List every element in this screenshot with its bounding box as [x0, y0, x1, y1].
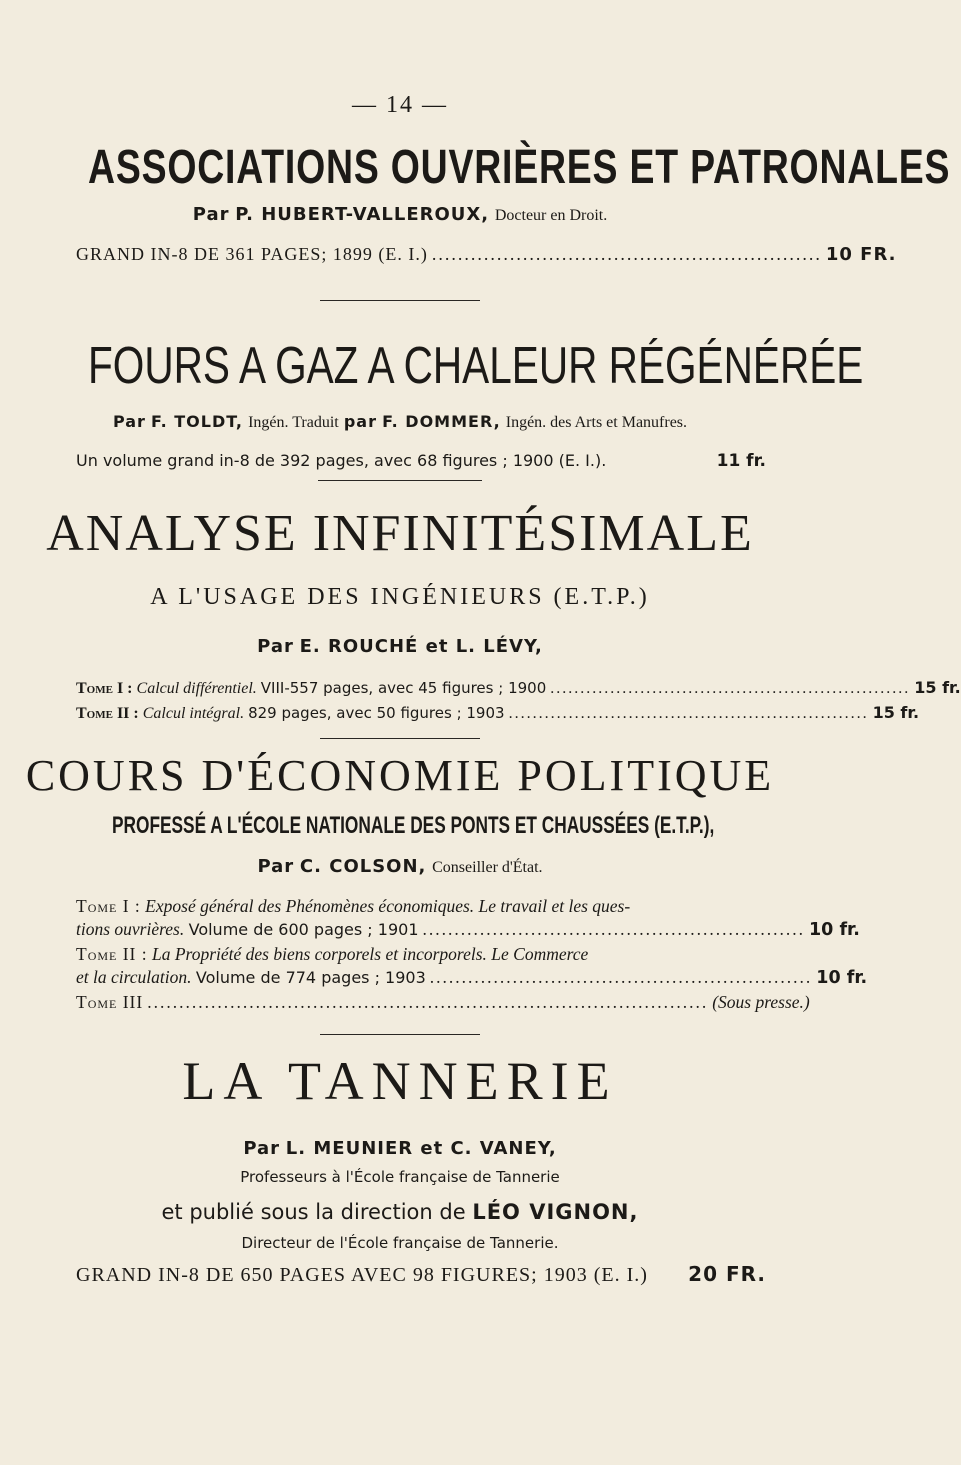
byline-prefix-2: par	[343, 412, 377, 431]
tome-line	[76, 944, 766, 965]
tome-details: Volume de 774 pages ; 1903	[195, 968, 426, 987]
tome-price: 10 fr.	[809, 920, 860, 940]
tome-row	[76, 678, 961, 698]
tome-price: 15 fr.	[914, 678, 961, 697]
section-title: COURS D'ÉCONOMIE POLITIQUE	[25, 751, 775, 800]
published-text: et publié sous la direction de	[161, 1200, 466, 1224]
tome-title-line2: tions ouvrières.	[76, 919, 185, 939]
entry-price: 10 FR.	[825, 244, 897, 265]
byline	[0, 636, 800, 657]
byline-prefix: Par	[243, 1138, 281, 1159]
entry-row	[76, 244, 897, 265]
byline-prefix: Par	[257, 856, 295, 877]
section-title: FOURS A GAZ A CHALEUR RÉGÉNÉRÉE	[88, 337, 864, 395]
published-line	[0, 1200, 800, 1224]
dot-leader: ........................................................................................	[147, 992, 709, 1012]
tome-row	[76, 703, 920, 723]
byline-prefix: Par	[112, 412, 146, 431]
entry-text: Un volume grand in-8 de 392 pages, avec 68 figures ; 1900 (E. I.).	[76, 451, 607, 470]
byline-author: P. HUBERT-VALLEROUX,	[235, 204, 490, 225]
byline	[0, 1138, 800, 1159]
tome-title: Calcul intégral.	[142, 705, 245, 722]
tome-row	[76, 967, 868, 988]
byline-role: Ingén. Traduit	[248, 414, 339, 431]
tome-row	[76, 992, 810, 1013]
dot-leader: ............................................................	[429, 967, 813, 987]
entry-text: GRAND IN-8 DE 361 PAGES; 1899 (E. I.)	[76, 244, 428, 264]
byline-role: Conseiller d'État.	[432, 859, 543, 876]
divider	[320, 738, 480, 739]
tome-label: Tome I :	[76, 896, 141, 916]
page-number: — 14 —	[352, 92, 448, 118]
section-subtitle: A L'USAGE DES INGÉNIEURS (E.T.P.)	[150, 584, 650, 610]
published-role: Directeur de l'École française de Tannerie.	[241, 1234, 559, 1252]
entry-row	[76, 451, 766, 471]
divider	[320, 1034, 480, 1035]
section-title: ANALYSE INFINITÉSIMALE	[46, 505, 754, 562]
byline-prefix: Par	[257, 636, 294, 657]
byline-author: F. TOLDT,	[151, 412, 243, 431]
tome-title-line2: et la circulation.	[76, 967, 192, 987]
entry-row	[76, 1262, 766, 1287]
byline-role: Docteur en Droit.	[494, 207, 608, 224]
tome-line	[76, 896, 766, 917]
byline-role-2: Ingén. des Arts et Manufres.	[505, 414, 688, 431]
dot-leader: ............................................................	[431, 244, 822, 264]
section-subtitle: PROFESSÉ A L'ÉCOLE NATIONALE DES PONTS ET CHAUSSÉES (E.T.P.),	[112, 812, 715, 839]
published-name: LÉO VIGNON,	[472, 1200, 639, 1224]
tome-details: VIII-557 pages, avec 45 figures ; 1900	[260, 679, 547, 697]
tome-row	[76, 919, 860, 940]
tome-title-line1: Exposé général des Phénomènes économiques. Le travail et les ques-	[145, 896, 631, 916]
tome-price: 10 fr.	[816, 968, 868, 988]
tome-title-line1: La Propriété des biens corporels et incorporels. Le Commerce	[152, 944, 589, 964]
byline-prefix: Par	[192, 204, 230, 225]
tome-price: 15 fr.	[872, 703, 920, 722]
byline	[0, 412, 800, 432]
tome-details: 829 pages, avec 50 figures ; 1903	[248, 704, 505, 722]
section-title: ASSOCIATIONS OUVRIÈRES ET PATRONALES	[88, 141, 951, 194]
divider	[318, 480, 482, 481]
byline	[0, 204, 800, 225]
entry-text: GRAND IN-8 DE 650 PAGES AVEC 98 FIGURES; 1903 (E. I.)	[76, 1264, 648, 1286]
tome-label: Tome I :	[76, 680, 133, 697]
tome-label: Tome II :	[76, 705, 139, 722]
byline-role: Professeurs à l'École française de Tannerie	[240, 1168, 560, 1186]
tome-label: Tome III	[76, 992, 144, 1012]
byline	[0, 856, 800, 877]
tome-title: Calcul différentiel.	[136, 680, 257, 697]
section-associations	[0, 140, 951, 195]
section-title: LA TANNERIE	[182, 1051, 618, 1111]
tome-label: Tome II :	[76, 944, 148, 964]
section-subtitle-wrap	[0, 812, 800, 840]
entry-price: 20 FR.	[688, 1262, 766, 1286]
dot-leader: ............................................................	[508, 705, 869, 722]
byline-author: E. ROUCHÉ et L. LÉVY,	[299, 636, 543, 657]
byline-author: C. COLSON,	[299, 856, 427, 877]
byline-translator: F. DOMMER,	[382, 412, 501, 431]
dot-leader: ............................................................	[422, 919, 805, 939]
divider	[320, 300, 480, 301]
tome-details: Volume de 600 pages ; 1901	[188, 920, 419, 939]
section-fours	[0, 336, 864, 396]
entry-price: 11 fr.	[716, 451, 766, 471]
tome-status: (Sous presse.)	[712, 992, 810, 1012]
dot-leader: ............................................................	[550, 680, 911, 697]
byline-author: L. MEUNIER et C. VANEY,	[285, 1138, 557, 1159]
